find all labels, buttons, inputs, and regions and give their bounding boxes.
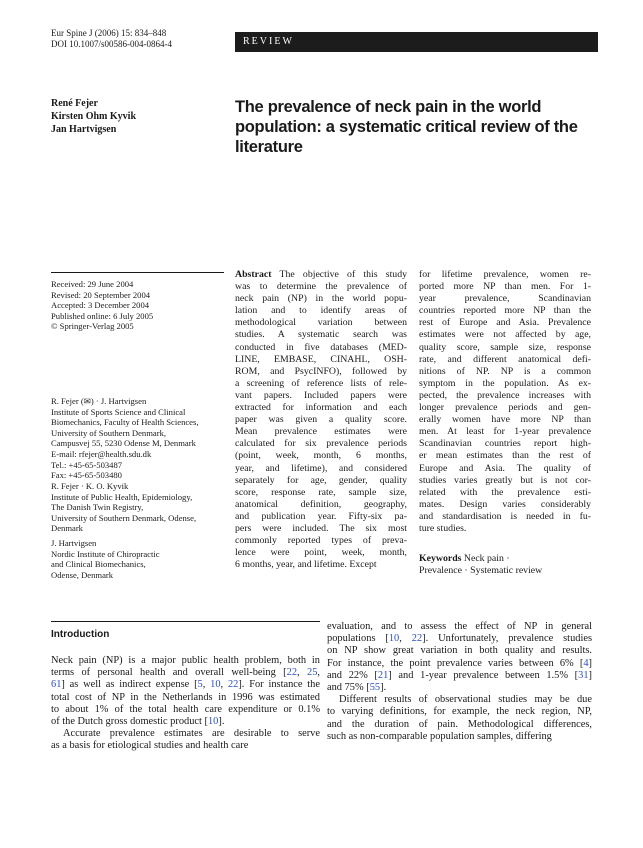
affiliation-2 bbox=[51, 481, 229, 534]
abstract-line: quality score, sample size, response bbox=[419, 341, 591, 353]
abstract-line: mates. Design varies considerably bbox=[419, 498, 591, 510]
abstract-line: studies varies greatly but is not cor- bbox=[419, 474, 591, 486]
journal-citation: Eur Spine J (2006) 15: 834–848 bbox=[51, 28, 167, 38]
abstract-line: lence were point, week, month, bbox=[235, 547, 407, 559]
body-line: Accurate prevalence estimates are desirable to serve bbox=[63, 728, 320, 740]
introduction-right-column bbox=[327, 621, 592, 743]
affiliation-line: Institute of Sports Science and Clinical bbox=[51, 406, 186, 417]
body-line: 61] as well as indirect expense [5, 10, 22]. For instance the bbox=[51, 679, 320, 691]
author-name: Jan Hartvigsen bbox=[51, 124, 117, 135]
abstract-line: extracted for information and each bbox=[235, 402, 407, 414]
abstract-line: rate, and different anatomical defi- bbox=[419, 353, 591, 365]
citation-link[interactable]: 10 bbox=[388, 633, 400, 645]
keywords-label: Keywords bbox=[419, 553, 462, 564]
abstract-line: rest of Europe and Asia. Prevalence bbox=[419, 317, 591, 329]
affiliation-line: R. Fejer · K. O. Kyvik bbox=[51, 481, 129, 491]
body-line: such as non-comparable population samples, differing bbox=[327, 730, 552, 742]
affiliation-line: Biomechanics, Faculty of Health Sciences, bbox=[51, 417, 199, 428]
abstract-line: calculated for six prevalence periods bbox=[235, 438, 407, 450]
affiliation-line: Denmark bbox=[51, 523, 83, 534]
body-line: total cost of NP in the Netherlands in 1996 was estimated bbox=[51, 691, 320, 703]
keywords-line-1: Neck pain · bbox=[463, 553, 510, 564]
author-name: René Fejer bbox=[51, 98, 98, 109]
abstract-line: 6 months, year, and lifetime. Except bbox=[235, 559, 377, 571]
abstract-line: anatomical definition, geography, bbox=[235, 498, 407, 510]
abstract-column-1 bbox=[235, 269, 407, 571]
body-line: evaluation, and to assess the effect of NP in general bbox=[327, 621, 592, 632]
affiliation-line: R. Fejer (✉) · J. Hartvigsen bbox=[51, 396, 147, 406]
abstract-line: separately for age, gender, quality bbox=[235, 474, 407, 486]
abstract-line: was to determine the prevalence of bbox=[235, 281, 407, 293]
abstract-line: men. At least for 1-year prevalence bbox=[419, 426, 591, 438]
author-list bbox=[51, 97, 136, 136]
abstract-line: conducted in five databases (MED- bbox=[235, 341, 407, 353]
body-line: Neck pain (NP) is a major public health problem, both in bbox=[51, 655, 320, 666]
body-line: and 22% [21] and 1-year prevalence between 1.5% [31] bbox=[327, 669, 592, 681]
abstract-line: year prevalence, Scandinavian bbox=[419, 293, 591, 305]
abstract-line: ported more NP than men. For 1- bbox=[419, 281, 591, 293]
keywords bbox=[419, 553, 591, 577]
body-line: Different results of observational studies may be due bbox=[339, 694, 592, 706]
abstract-column-2 bbox=[419, 269, 591, 535]
citation-link[interactable]: 10 bbox=[210, 679, 221, 691]
abstract-line: nitions of NP. NP is a common bbox=[419, 365, 591, 377]
affiliation-line: J. Hartvigsen bbox=[51, 538, 97, 548]
abstract-line: Scandinavian countries report high- bbox=[419, 438, 591, 450]
affiliation-line: Odense, Denmark bbox=[51, 569, 114, 580]
author-name: Kirsten Ohm Kyvik bbox=[51, 111, 137, 122]
date-line: © Springer-Verlag 2005 bbox=[51, 321, 134, 332]
introduction-left-column bbox=[51, 655, 320, 753]
body-line: on NP show great variation in both quality and results. bbox=[327, 645, 592, 657]
abstract-line: er mean estimates than the rest of bbox=[419, 450, 591, 462]
citation-link[interactable]: 22 bbox=[286, 667, 298, 679]
abstract-line: paper was given a quality score. bbox=[235, 414, 407, 426]
affiliation-line: The Danish Twin Registry, bbox=[51, 502, 144, 513]
abstract-line: ture studies. bbox=[419, 522, 467, 534]
abstract-line: longer prevalence periods and gen- bbox=[419, 402, 591, 414]
citation-link[interactable]: 22 bbox=[227, 679, 239, 691]
abstract-line: a screening of reference lists of rele- bbox=[235, 377, 407, 389]
abstract-line: and standardisation is needed in fu- bbox=[419, 510, 591, 522]
body-line: to about 1% of the total health care expenditure or 0.1% bbox=[51, 703, 320, 715]
citation-link[interactable]: 5 bbox=[197, 679, 203, 691]
body-line: and 75% [55]. bbox=[327, 682, 387, 694]
abstract-label: Abstract bbox=[235, 269, 272, 280]
abstract-line: pers were included. The six most bbox=[235, 522, 407, 534]
abstract-line: ROM, and PsycINFO), followed by bbox=[235, 365, 407, 377]
affiliation-line: University of Southern Denmark, Odense, bbox=[51, 512, 197, 523]
citation-link[interactable]: 55 bbox=[369, 682, 381, 694]
citation-link[interactable]: 4 bbox=[583, 657, 589, 669]
body-line: of the Dutch gross domestic product [10]. bbox=[51, 716, 225, 728]
abstract-line: lation and to identify areas of bbox=[235, 305, 407, 317]
affiliation-line: E-mail: rfejer@health.sdu.dk bbox=[51, 448, 152, 459]
abstract-line: and publication year. Fifty-six pa- bbox=[235, 510, 407, 522]
affiliation-line: Nordic Institute of Chiropractic bbox=[51, 548, 160, 559]
affiliation-line: Fax: +45-65-503480 bbox=[51, 470, 122, 481]
abstract-line: estimates were not affected by age, bbox=[419, 329, 591, 341]
affiliation-line: Campusvej 55, 5230 Odense M, Denmark bbox=[51, 438, 196, 449]
citation-link[interactable]: 31 bbox=[578, 669, 589, 681]
section-rule bbox=[51, 621, 320, 622]
date-line: Published online: 6 July 2005 bbox=[51, 310, 154, 321]
affiliation-1 bbox=[51, 396, 229, 481]
abstract-line: neck pain (NP) in the world popu- bbox=[235, 293, 407, 305]
abstract-line: countries reported more NP than the bbox=[419, 305, 591, 317]
abstract-line: methodological variation between bbox=[235, 317, 407, 329]
abstract-line: Europe and Asia. The quality of bbox=[419, 462, 591, 474]
citation-link[interactable]: 21 bbox=[377, 669, 389, 681]
keywords-line-2: Prevalence · Systematic review bbox=[419, 565, 543, 577]
journal-doi: DOI 10.1007/s00586-004-0864-4 bbox=[51, 39, 172, 49]
abstract-line: LINE, EMBASE, CINAHL, OSH- bbox=[235, 353, 407, 365]
article-type-label: REVIEW bbox=[243, 36, 294, 47]
article-title: The prevalence of neck pain in the world population: a systematic critical review of the literature bbox=[235, 98, 578, 156]
journal-reference bbox=[51, 28, 172, 50]
article-type-banner bbox=[235, 32, 598, 52]
abstract-line: vant papers. Included papers were bbox=[235, 389, 407, 401]
introduction-heading: Introduction bbox=[51, 629, 110, 640]
body-line: For instance, the point prevalence varies between 6% [4] bbox=[327, 657, 592, 669]
abstract-line: for lifetime prevalence, women re- bbox=[419, 269, 591, 280]
affiliation-line: and Clinical Biomechanics, bbox=[51, 559, 146, 570]
body-line: populations [10, 22]. Unfortunately, prevalence studies bbox=[327, 633, 592, 645]
publication-dates bbox=[51, 279, 229, 332]
affiliation-3 bbox=[51, 538, 229, 580]
abstract-line: symptom in the population. As ex- bbox=[419, 377, 591, 389]
abstract-line: pected, the prevalence increases with bbox=[419, 389, 591, 401]
abstract-line: Abstract The objective of this study bbox=[235, 269, 407, 280]
body-line: and the duration of pain. Methodological differences, bbox=[327, 718, 592, 730]
affiliation-line: University of Southern Denmark, bbox=[51, 427, 167, 438]
abstract-line: related with the prevalence esti- bbox=[419, 486, 591, 498]
abstract-line: (point, week, month, 6 months, bbox=[235, 450, 407, 462]
body-line: to varying definitions, for example, the neck region, NP, bbox=[327, 706, 592, 718]
abstract-line: year, and lifetime), and considered bbox=[235, 462, 407, 474]
abstract-line: studies. A systematic search was bbox=[235, 329, 407, 341]
abstract-line: erally women have more NP than bbox=[419, 414, 591, 426]
abstract-line: Mean prevalence estimates were bbox=[235, 426, 407, 438]
affiliation-line: Tel.: +45-65-503487 bbox=[51, 459, 123, 470]
citation-link[interactable]: 25 bbox=[307, 667, 318, 679]
abstract-line: score, response rate, sample size, bbox=[235, 486, 407, 498]
date-line: Accepted: 3 December 2004 bbox=[51, 300, 150, 311]
date-line: Received: 29 June 2004 bbox=[51, 279, 134, 289]
body-line: terms of personal health and overall well-being [22, 25, bbox=[51, 667, 320, 679]
citation-link[interactable]: 22 bbox=[411, 633, 423, 645]
sidebar-rule bbox=[51, 272, 224, 273]
abstract-line: commonly reported types of preva- bbox=[235, 535, 407, 547]
citation-link[interactable]: 61 bbox=[51, 679, 62, 691]
affiliation-line: Institute of Public Health, Epidemiology, bbox=[51, 491, 193, 502]
citation-link[interactable]: 10 bbox=[207, 716, 219, 728]
body-line: as a basis for etiological studies and health care bbox=[51, 740, 249, 752]
date-line: Revised: 20 September 2004 bbox=[51, 289, 151, 300]
